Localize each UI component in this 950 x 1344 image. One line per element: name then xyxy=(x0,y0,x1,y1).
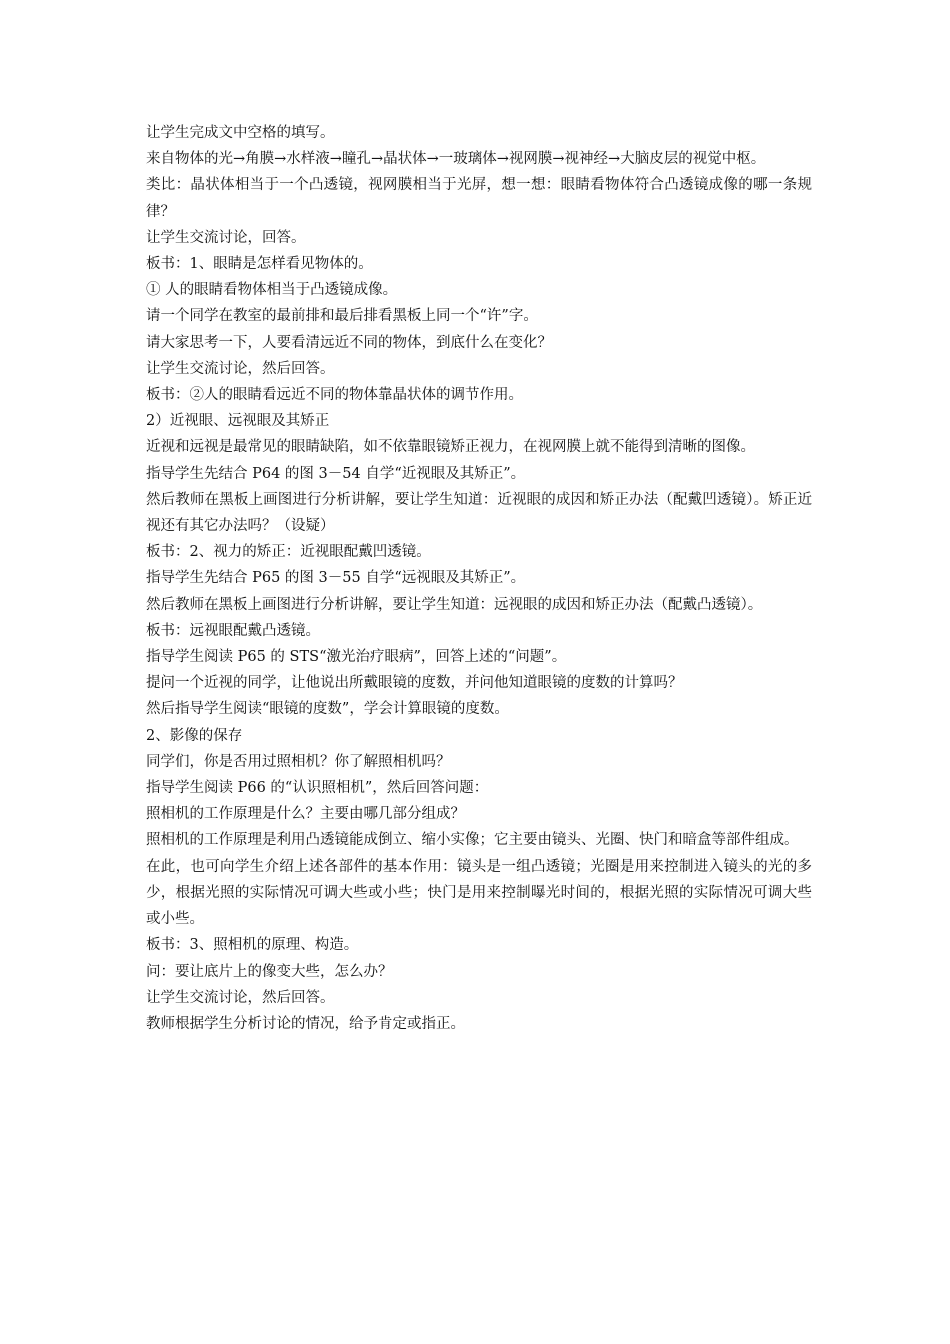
paragraph: 让学生交流讨论，然后回答。 xyxy=(146,360,335,377)
paragraph: ① 人的眼睛看物体相当于凸透镜成像。 xyxy=(146,282,398,299)
paragraph: 照相机的工作原理是什么？主要由哪几部分组成？ xyxy=(146,806,465,823)
paragraph: 让学生交流讨论，然后回答。 xyxy=(146,989,335,1006)
document-body xyxy=(146,120,812,1037)
paragraph: 板书：远视眼配戴凸透镜。 xyxy=(146,622,320,639)
paragraph: 板书：②人的眼睛看远近不同的物体靠晶状体的调节作用。 xyxy=(146,387,523,404)
paragraph: 来自物体的光→角膜→水样液→瞳孔→晶状体→一玻璃体→视网膜→视神经→大脑皮层的视觉中枢。 xyxy=(146,151,766,168)
paragraph: 照相机的工作原理是利用凸透镜能成倒立、缩小实像；它主要由镜头、光圈、快门和暗盒等部件组成。 xyxy=(146,832,799,849)
paragraph: 请大家思考一下，人要看清远近不同的物体，到底什么在变化？ xyxy=(146,334,552,351)
paragraph: 让学生交流讨论，回答。 xyxy=(146,229,306,246)
section-heading: 2）近视眼、远视眼及其矫正 xyxy=(146,413,330,430)
paragraph: 同学们，你是否用过照相机？你了解照相机吗？ xyxy=(146,753,451,770)
section-heading: 2、影像的保存 xyxy=(146,727,243,744)
paragraph: 板书：3、照相机的原理、构造。 xyxy=(146,937,359,954)
paragraph: 指导学生先结合 P64 的图 3－54 自学“近视眼及其矫正”。 xyxy=(146,465,526,482)
paragraph: 近视和远视是最常见的眼睛缺陷，如不依靠眼镜矫正视力，在视网膜上就不能得到清晰的图像。 xyxy=(146,439,755,456)
paragraph: 请一个同学在教室的最前排和最后排看黑板上同一个“许”字。 xyxy=(146,308,538,325)
paragraph: 教师根据学生分析讨论的情况，给予肯定或指正。 xyxy=(146,1015,465,1032)
paragraph: 在此，也可向学生介绍上述各部件的基本作用：镜头是一组凸透镜；光圈是用来控制进入镜头的光的多少，根据光照的实际情况可调大些或小些；快门是用来控制曝光时间的，根据光照的实际情况可调大些或小些。 xyxy=(146,858,812,928)
paragraph: 指导学生阅读 P66 的“认识照相机”，然后回答问题： xyxy=(146,780,489,797)
paragraph: 指导学生先结合 P65 的图 3－55 自学“远视眼及其矫正”。 xyxy=(146,570,526,587)
paragraph: 提问一个近视的同学，让他说出所戴眼镜的度数，并问他知道眼镜的度数的计算吗？ xyxy=(146,675,683,692)
paragraph: 让学生完成文中空格的填写。 xyxy=(146,125,335,141)
paragraph: 指导学生阅读 P65 的 STS“激光治疗眼病”，回答上述的“问题”。 xyxy=(146,649,567,666)
paragraph: 然后指导学生阅读“眼镜的度数”，学会计算眼镜的度数。 xyxy=(146,701,509,718)
paragraph: 板书：1、眼睛是怎样看见物体的。 xyxy=(146,256,373,273)
paragraph: 然后教师在黑板上画图进行分析讲解，要让学生知道：近视眼的成因和矫正办法（配戴凹透镜）。矫正近视还有其它办法吗？（设疑） xyxy=(146,491,812,535)
paragraph: 类比：晶状体相当于一个凸透镜，视网膜相当于光屏，想一想：眼睛看物体符合凸透镜成像的哪一条规律？ xyxy=(146,177,812,220)
paragraph: 然后教师在黑板上画图进行分析讲解，要让学生知道：远视眼的成因和矫正办法（配戴凸透镜）。 xyxy=(146,596,763,613)
paragraph: 问：要让底片上的像变大些，怎么办？ xyxy=(146,963,393,980)
paragraph: 板书：2、视力的矫正：近视眼配戴凹透镜。 xyxy=(146,544,431,561)
